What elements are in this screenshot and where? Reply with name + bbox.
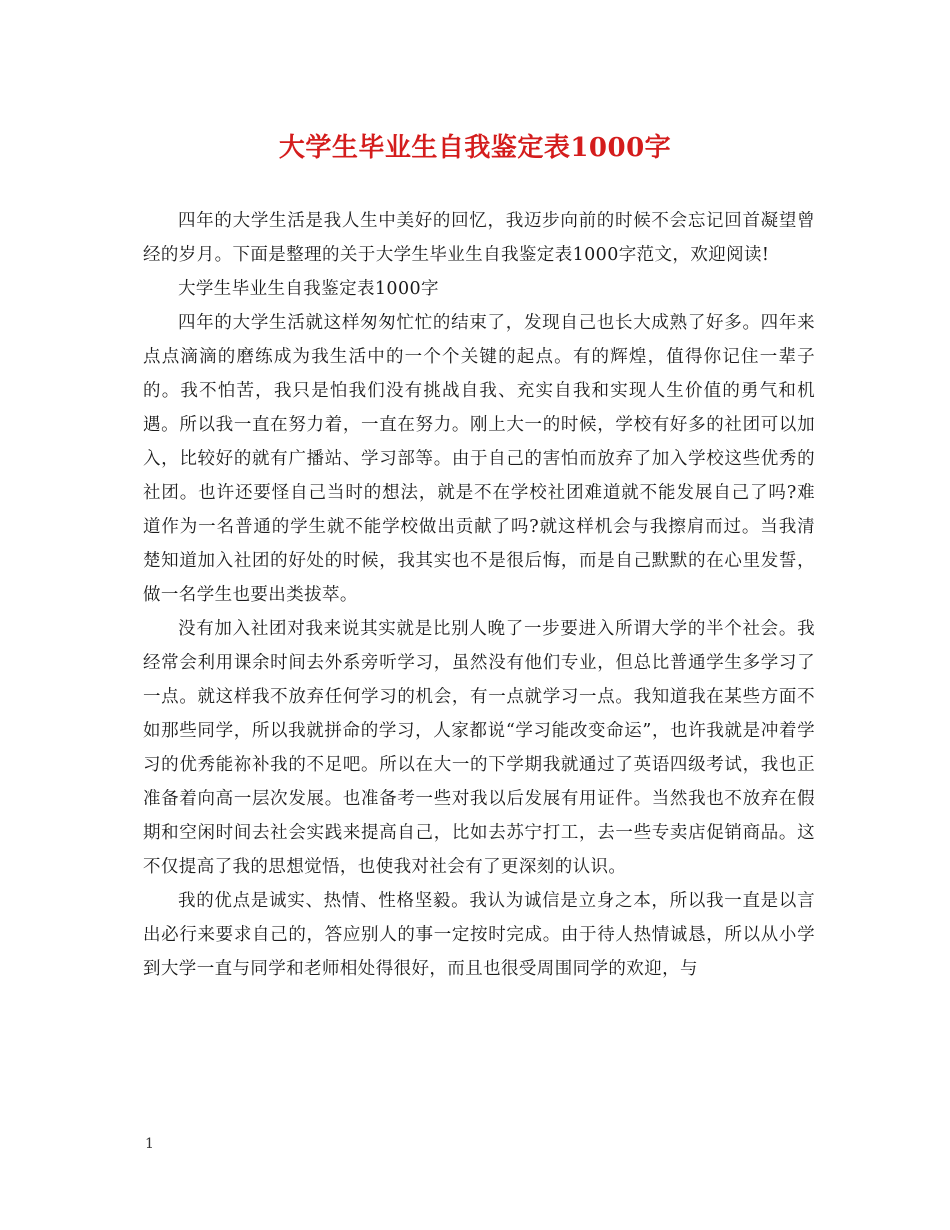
paragraph-subtitle: 大学生毕业生自我鉴定表1000字 [178,279,439,299]
paragraph-body-2: 没有加入社团对我来说其实就是比别人晚了一步要进入所谓大学的半个社会。我经常会利用课余时间去外系旁听学习，虽然没有他们专业，但总比普通学生多学习了一点。就这样我不放弃任何学习的机会，有一点就学习一点。我知道我在某些方面不如那些同学，所以我就拼命的学习，人家都说“学习能改变命运”，也许我就是冲着学习的优秀能祢补我的不足吧。所以在大一的下学期我就通过了英语四级考试，我也正准备着向高一层次发展。也准备考一些对我以后发展有用证件。当然我也不放弃在假期和空闲时间去社会实践来提高自己，比如去苏宁打工，去一些专卖店促销商品。这不仅提高了我的思想觉悟，也使我对社会有了更深刻的认识。 [143,619,815,877]
paragraph-body-3: 我的优点是诚实、热情、性格坚毅。我认为诚信是立身之本，所以我一直是以言出必行来要求自己的，答应别人的事一定按时完成。由于待人热情诚恳，所以从小学到大学一直与同学和老师相处得很好，而且也很受周围同学的欢迎，与 [143,891,815,979]
paragraph-body-1: 四年的大学生活就这样匆匆忙忙的结束了，发现自己也长大成熟了好多。四年来点点滴滴的磨练成为我生活中的一个个关键的起点。有的辉煌，值得你记住一辈子的。我不怕苦，我只是怕我们没有挑战自我、充实自我和实现人生价值的勇气和机遇。所以我一直在努力着，一直在努力。刚上大一的时候，学校有好多的社团可以加入，比较好的就有广播站、学习部等。由于自己的害怕而放弃了加入学校这些优秀的社团。也许还要怪自己当时的想法，就是不在学校社团难道就不能发展自己了吗?难道作为一名普通的学生就不能学校做出贡献了吗?就这样机会与我擦肩而过。当我清楚知道加入社团的好处的时候，我其实也不是很后悔，而是自己默默的在心里发誓，做一名学生也要出类拔萃。 [143,313,815,605]
document-body [143,204,815,986]
page-number: 1 [145,1136,154,1152]
paragraph-intro: 四年的大学生活是我人生中美好的回忆，我迈步向前的时候不会忘记回首凝望曾经的岁月。下面是整理的关于大学生毕业生自我鉴定表1000字范文，欢迎阅读! [143,211,815,265]
document-title: 大学生毕业生自我鉴定表1000字 [278,133,672,163]
